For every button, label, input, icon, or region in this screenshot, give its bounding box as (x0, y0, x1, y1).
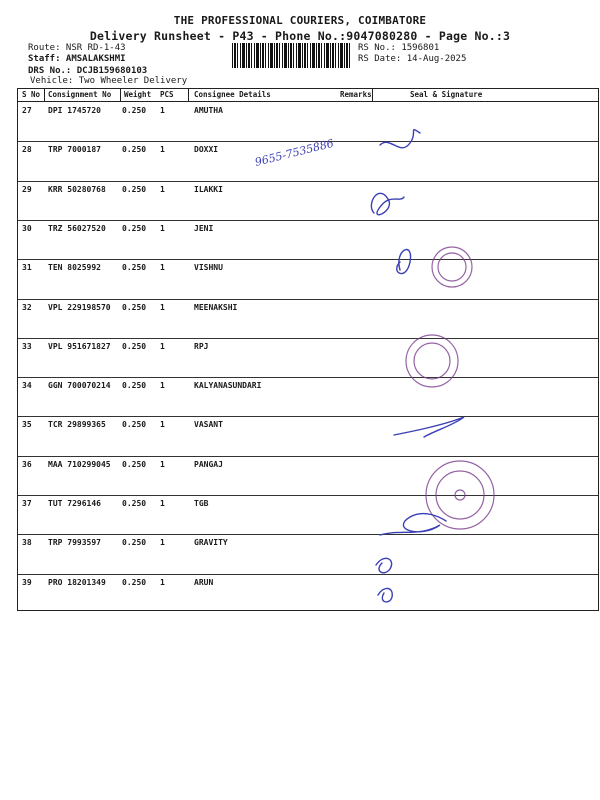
cell-consignment: PRO 18201349 (48, 577, 106, 587)
cell-consignee: ILAKKI (194, 184, 223, 194)
signature-column-handwriting (360, 95, 560, 615)
cell-consignee: DOXXI (194, 145, 219, 155)
cell-consignment: TCR 29899365 (48, 420, 106, 430)
svg-text:9655-7535886: 9655-7535886 (253, 136, 336, 169)
vehicle-label: Vehicle: Two Wheeler Delivery (30, 76, 188, 86)
signature-scribble-icon (371, 130, 464, 602)
cell-pcs: 1 (160, 538, 165, 548)
cell-sno: 34 (22, 381, 32, 391)
cell-consignee: GRAVITY (194, 538, 228, 548)
barcode-icon (232, 43, 350, 68)
cell-sno: 36 (22, 459, 32, 469)
cell-consignee: RPJ (194, 341, 209, 351)
cell-sno: 33 (22, 341, 32, 351)
svg-text:750220642: 750220642 (434, 593, 520, 611)
cell-weight: 0.250 (122, 145, 147, 155)
cell-sno: 39 (22, 577, 32, 587)
cell-pcs: 1 (160, 263, 165, 273)
col-weight: Weight (124, 90, 152, 99)
cell-weight: 0.250 (122, 459, 147, 469)
cell-consignment: TUT 7296146 (48, 499, 101, 508)
col-consignment: Consignment No (48, 90, 112, 99)
cell-consignment: KRR 50280768 (48, 184, 106, 194)
cell-pcs: 1 (160, 341, 165, 351)
cell-pcs: 1 (160, 145, 165, 155)
cell-pcs: 1 (160, 459, 165, 469)
runsheet-subtitle: Delivery Runsheet - P43 - Phone No.:9047080280 - Page No.:3 (89, 29, 511, 43)
cell-pcs: 1 (160, 106, 165, 115)
col-signature: Seal & Signature (410, 90, 483, 99)
cell-weight: 0.250 (122, 420, 147, 430)
cell-sno: 30 (22, 223, 32, 233)
cell-weight: 0.250 (122, 263, 147, 273)
cell-weight: 0.250 (122, 184, 147, 194)
cell-consignment: TRZ 56027520 (48, 223, 106, 233)
svg-text:94497 48454: 94497 48454 (436, 267, 512, 288)
cell-sno: 32 (22, 302, 32, 312)
cell-sno: 29 (22, 184, 32, 194)
cell-consignee: ARUN (194, 577, 214, 587)
cell-consignment: VPL 951671827 (48, 341, 111, 351)
svg-text:9787 00065: 9787 00065 (476, 436, 551, 460)
rs-date: RS Date: 14-Aug-2025 (358, 54, 467, 64)
cell-consignee: KALYANASUNDARI (194, 381, 262, 391)
cell-sno: 27 (22, 106, 32, 115)
cell-weight: 0.250 (122, 577, 147, 587)
svg-text:muthu 9412150-60: muthu 9412150-60 (375, 311, 502, 335)
cell-sno: 37 (22, 499, 32, 508)
svg-text:2413886: 2413886 (506, 481, 549, 498)
cell-consignee: VASANT (194, 420, 223, 430)
cell-consignment: VPL 229198570 (48, 302, 111, 312)
cell-pcs: 1 (160, 381, 165, 391)
cell-pcs: 1 (160, 184, 165, 194)
svg-text:9738442224: 9738442224 (400, 243, 470, 256)
route-label: Route: NSR RD-1-43 (28, 43, 126, 53)
cell-pcs: 1 (160, 302, 165, 312)
rs-number: RS No.: 1596801 (358, 43, 440, 53)
company-title: THE PROFESSIONAL COURIERS, COIMBATORE (173, 14, 427, 27)
staff-label: Staff: AMSALAKSHMI (28, 54, 126, 64)
cell-sno: 35 (22, 420, 32, 430)
cell-pcs: 1 (160, 223, 165, 233)
cell-consignee: PANGAJ (194, 459, 223, 469)
cell-consignment: GGN 700070214 (48, 381, 111, 391)
drs-label: DRS No.: DCJB159680103 (28, 66, 148, 76)
col-pcs: PCS (160, 90, 174, 99)
cell-sno: 31 (22, 263, 32, 273)
cell-consignment: TRP 7000187 (48, 145, 101, 155)
cell-consignee: TGB (194, 499, 209, 508)
cell-consignee: VISHNU (194, 263, 223, 273)
svg-text:9025069857: 9025069857 (394, 554, 479, 584)
cell-weight: 0.250 (122, 499, 147, 508)
cell-pcs: 1 (160, 420, 165, 430)
cell-consignee: AMUTHA (194, 106, 223, 115)
cell-consignment: TRP 7993597 (48, 538, 101, 548)
svg-text:9842333993: 9842333993 (394, 126, 477, 141)
cell-weight: 0.250 (122, 223, 147, 233)
cell-pcs: 1 (160, 577, 165, 587)
cell-consignment: MAA 710299045 (48, 459, 111, 469)
cell-consignee: MEENAKSHI (194, 302, 238, 312)
cell-consignment: DPI 1745720 (48, 106, 101, 115)
cell-weight: 0.250 (122, 538, 147, 548)
svg-text:DIL: DIL (420, 394, 461, 419)
cell-weight: 0.250 (122, 106, 147, 115)
cell-sno: 28 (22, 145, 32, 155)
svg-text:2449350: 2449350 (480, 204, 538, 219)
handwritten-note-28 (250, 128, 360, 178)
svg-text:97566 42224: 97566 42224 (439, 157, 514, 188)
cell-pcs: 1 (160, 499, 165, 508)
cell-sno: 38 (22, 538, 32, 548)
cell-weight: 0.250 (122, 341, 147, 351)
stamp-seal-icon (406, 247, 494, 529)
cell-weight: 0.250 (122, 381, 147, 391)
cell-weight: 0.250 (122, 302, 147, 312)
col-consignee: Consignee Details (194, 90, 271, 99)
cell-consignee: JENI (194, 223, 214, 233)
col-sno: S No (22, 90, 41, 99)
col-remarks: Remarks (340, 90, 372, 99)
cell-consignment: TEN 8025992 (48, 263, 101, 273)
